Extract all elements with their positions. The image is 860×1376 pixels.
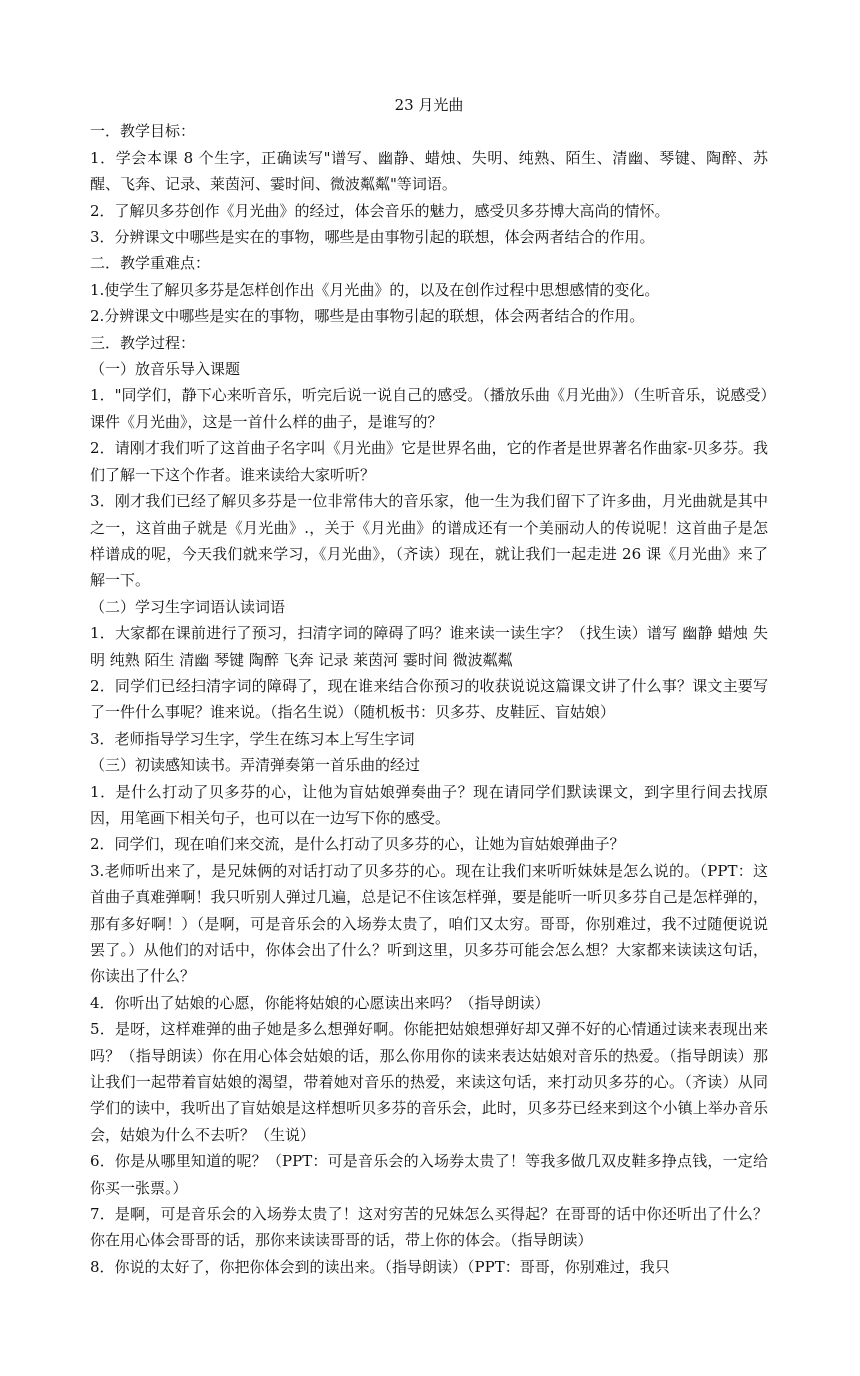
paragraph: 2．请刚才我们听了这首曲子名字叫《月光曲》它是世界名曲，它的作者是世界著名作曲家-贝多芬。我们了解一下这个作者。谁来读给大家听听？ — [90, 439, 768, 484]
paragraph: 一．教学目标： — [90, 122, 196, 141]
paragraph: 8．你说的太好了，你把你体会到的读出来。（指导朗读）（PPT：哥哥，你别难过，我只 — [90, 1257, 670, 1276]
paragraph: 1．是什么打动了贝多芬的心，让他为盲姑娘弹奏曲子？现在请同学们默读课文，到字里行间去找原因，用笔画下相关句子，也可以在一边写下你的感受。 — [90, 782, 768, 827]
paragraph: 7．是啊，可是音乐会的入场券太贵了！这对穷苦的兄妹怎么买得起？在哥哥的话中你还听出了什么？你在用心体会哥哥的话，那你来读读哥哥的话，带上你的体会。（指导朗读） — [90, 1205, 768, 1250]
paragraph: 二．教学重难点： — [90, 254, 211, 273]
paragraph: （一）放音乐导入课题 — [90, 360, 241, 379]
paragraph: 3.老师听出来了，是兄妹俩的对话打动了贝多芬的心。现在让我们来听听妹妹是怎么说的。（PPT：这首曲子真难弹啊！我只听别人弹过几遍，总是记不住该怎样弹，要是能听一听贝多芬自己是怎样弹的，那有多好啊！）（是啊，可是音乐会的入场券太贵了，咱们又太穷。哥哥，你别难过，我不过随便说说罢了。）从他们的对话中，你体会出了什么？听到这里，贝多芬可能会怎么想？大家都来读读这句话，你读出了什么？ — [90, 861, 768, 986]
paragraph: （三）初读感知读书。弄清弹奏第一首乐曲的经过 — [90, 756, 421, 775]
paragraph: （二）学习生字词语认读词语 — [90, 597, 286, 616]
paragraph: 3．老师指导学习生字，学生在练习本上写生字词 — [90, 729, 415, 748]
paragraph: 1．学会本课 8 个生字，正确读写"谱写、幽静、蜡烛、失明、纯熟、陌生、清幽、琴键、陶醉、苏醒、飞奔、记录、莱茵河、霎时间、微波粼粼"等词语。 — [90, 148, 768, 194]
paragraph: 3．分辨课文中哪些是实在的事物，哪些是由事物引起的联想，体会两者结合的作用。 — [90, 228, 655, 247]
paragraph: 2．同学们已经扫清字词的障碍了，现在谁来结合你预习的收获说说这篇课文讲了什么事？课文主要写了一件什么事呢？谁来说。（指名生说）（随机板书：贝多芬、皮鞋匠、盲姑娘） — [90, 676, 768, 722]
paragraph: 2.分辨课文中哪些是实在的事物，哪些是由事物引起的联想，体会两者结合的作用。 — [90, 307, 645, 326]
lesson-title: 23 月光曲 — [394, 96, 464, 114]
paragraph: 1．大家都在课前进行了预习，扫清字词的障碍了吗？谁来读一读生字？（找生读）谱写 幽静 蜡烛 失明 纯熟 陌生 清幽 琴键 陶醉 飞奔 记录 莱茵河 霎时间 微波粼粼 — [90, 624, 768, 669]
paragraph: 2．同学们，现在咱们来交流，是什么打动了贝多芬的心，让她为盲姑娘弹曲子？ — [90, 835, 625, 854]
paragraph: 4．你听出了姑娘的心愿，你能将姑娘的心愿读出来吗？（指导朗读） — [90, 993, 550, 1012]
paragraph: 2．了解贝多芬创作《月光曲》的经过，体会音乐的魅力，感受贝多芬博大高尚的情怀。 — [90, 201, 670, 220]
paragraph: 1．"同学们，静下心来听音乐，听完后说一说自己的感受。（播放乐曲《月光曲》）（生听音乐，说感受）课件《月光曲》，这是一首什么样的曲子，是谁写的？ — [90, 386, 768, 431]
paragraph: 三．教学过程： — [90, 333, 196, 352]
paragraph: 3．刚才我们已经了解贝多芬是一位非常伟大的音乐家，他一生为我们留下了许多曲，月光曲就是其中之一，这首曲子就是《月光曲》.，关于《月光曲》的谱成还有一个美丽动人的传说呢！这首曲子是怎样谱成的呢，今天我们就来学习，《月光曲》，（齐读）现在，就让我们一起走进 26 课《月光曲》来了解一下。 — [90, 492, 768, 590]
paragraph: 1.使学生了解贝多芬是怎样创作出《月光曲》的，以及在创作过程中思想感情的变化。 — [90, 280, 660, 299]
paragraph: 6．你是从哪里知道的呢？（PPT：可是音乐会的入场券太贵了！等我多做几双皮鞋多挣点钱，一定给你买一张票。） — [90, 1152, 768, 1197]
paragraph: 5．是呀，这样难弹的曲子她是多么想弹好啊。你能把姑娘想弹好却又弹不好的心情通过读来表现出来吗？（指导朗读）你在用心体会姑娘的话，那么你用你的读来表达姑娘对音乐的热爱。（指导朗读）那让我们一起带着盲姑娘的渴望，带着她对音乐的热爱，来读这句话，来打动贝多芬的心。（齐读）从同学们的读中，我听出了盲姑娘是这样想听贝多芬的音乐会，此时，贝多芬已经来到这个小镇上举办音乐会，姑娘为什么不去听？（生说） — [90, 1020, 768, 1144]
lesson-body — [90, 118, 768, 1280]
